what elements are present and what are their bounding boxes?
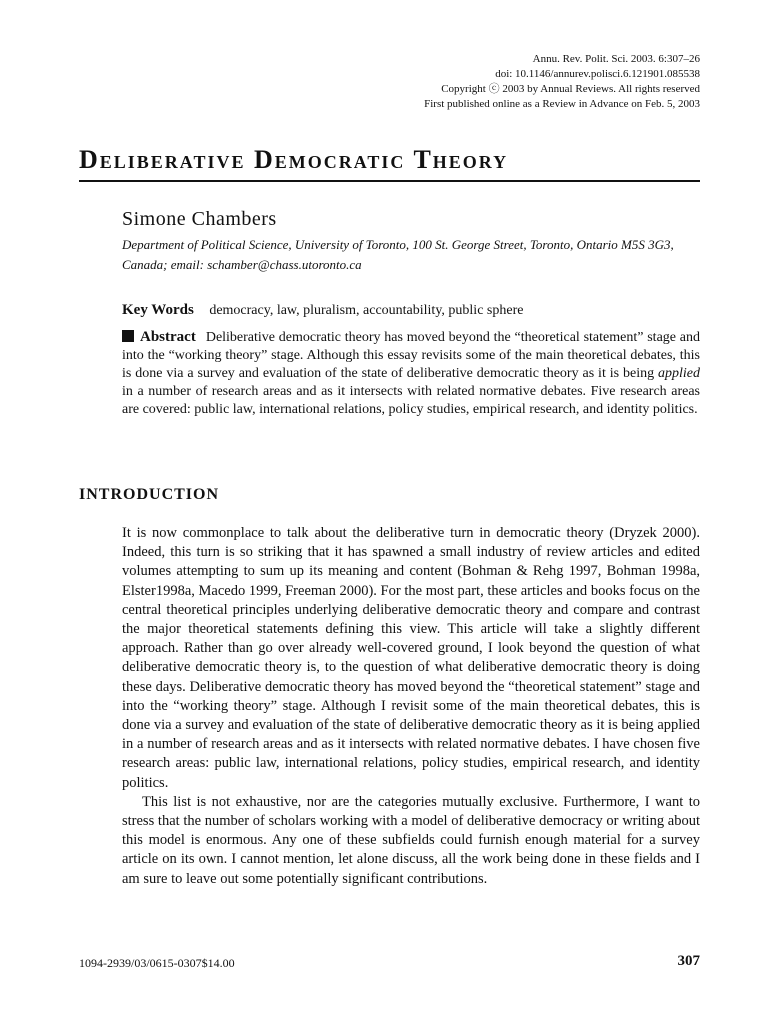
- article-body: [122, 524, 700, 889]
- keywords-list: democracy, law, pluralism, accountability, public sphere: [209, 303, 524, 318]
- doi: doi: 10.1146/annurev.polisci.6.121901.085538: [495, 68, 700, 80]
- journal-citation: Annu. Rev. Polit. Sci. 2003. 6:307–26: [532, 53, 700, 65]
- title-rule: [79, 180, 700, 182]
- author-affiliation: Department of Political Science, University of Toronto, 100 St. George Street, Toronto, Ontario M5S 3G3, Canada; email: schamber@chass.utoronto.ca: [122, 237, 674, 272]
- abstract: [122, 328, 700, 419]
- author-name: Simone Chambers: [122, 208, 277, 230]
- body-paragraph: This list is not exhaustive, nor are the categories mutually exclusive. Furthermore, I want to stress that the number of scholars working with a model of deliberative democracy or writing about this model is enormous. Any one of these subfields could furnish enough material for a survey article on its own. I cannot mention, let alone discuss, all the work being done in these fields and I am sure to leave out some potentially significant contributions.: [122, 793, 700, 887]
- body-paragraph: It is now commonplace to talk about the deliberative turn in democratic theory (Dryzek 2000). Indeed, this turn is so striking that it has spawned a small industry of review articles and edited volumes attempting to sum up its meaning and content (Bohman & Rehg 1997, Bohman 1998a, Elster1998a, Macedo 1999, Freeman 2000). For the most part, these articles and books focus on the central theoretical principles underlying deliberative democratic theory and compare and contrast the major theoretical statements defining this view. This article will take a slightly different approach. Rather than go over already well-covered ground, I look beyond the question of what deliberative democratic theory is, to the question of what deliberative democratic theory is doing these days. Deliberative democratic theory has moved beyond the “theoretical statement” stage and into the “working theory” stage. Although I revisit some of the main theoretical debates, this is done via a survey and evaluation of the state of deliberative democratic theory as it is being applied in a number of research areas and as it intersects with related normative debates. I have chosen five research areas: public law, international relations, policy studies, empirical research, and identity politics.: [122, 525, 700, 791]
- journal-header: [424, 52, 700, 112]
- abstract-text-continued: in a number of research areas and as it intersects with related normative debates. Five research areas are covered: public law, international relations, policy studies, empirical research, and identity politics.: [122, 384, 700, 417]
- abstract-emphasis: applied: [658, 366, 700, 381]
- publication-date: First published online as a Review in Advance on Feb. 5, 2003: [424, 98, 700, 110]
- copyright-notice: Copyright ⓒ 2003 by Annual Reviews. All rights reserved: [441, 83, 700, 95]
- section-heading: INTRODUCTION: [79, 486, 220, 503]
- abstract-text: Deliberative democratic theory has moved beyond the “theoretical statement” stage and into the “working theory” stage. Although this essay revisits some of the main theoretical debates, this is done via a survey and evaluation of the state of deliberative democratic theory as it is being: [122, 330, 700, 381]
- keywords: [122, 302, 700, 319]
- abstract-bullet-icon: [122, 330, 134, 342]
- footer-code: 1094-2939/03/0615-0307$14.00: [79, 956, 235, 970]
- keywords-label: Key Words: [122, 302, 194, 318]
- abstract-label: Abstract: [140, 329, 196, 345]
- page-number: 307: [677, 953, 700, 969]
- article-title: Deliberative Democratic Theory: [79, 145, 509, 174]
